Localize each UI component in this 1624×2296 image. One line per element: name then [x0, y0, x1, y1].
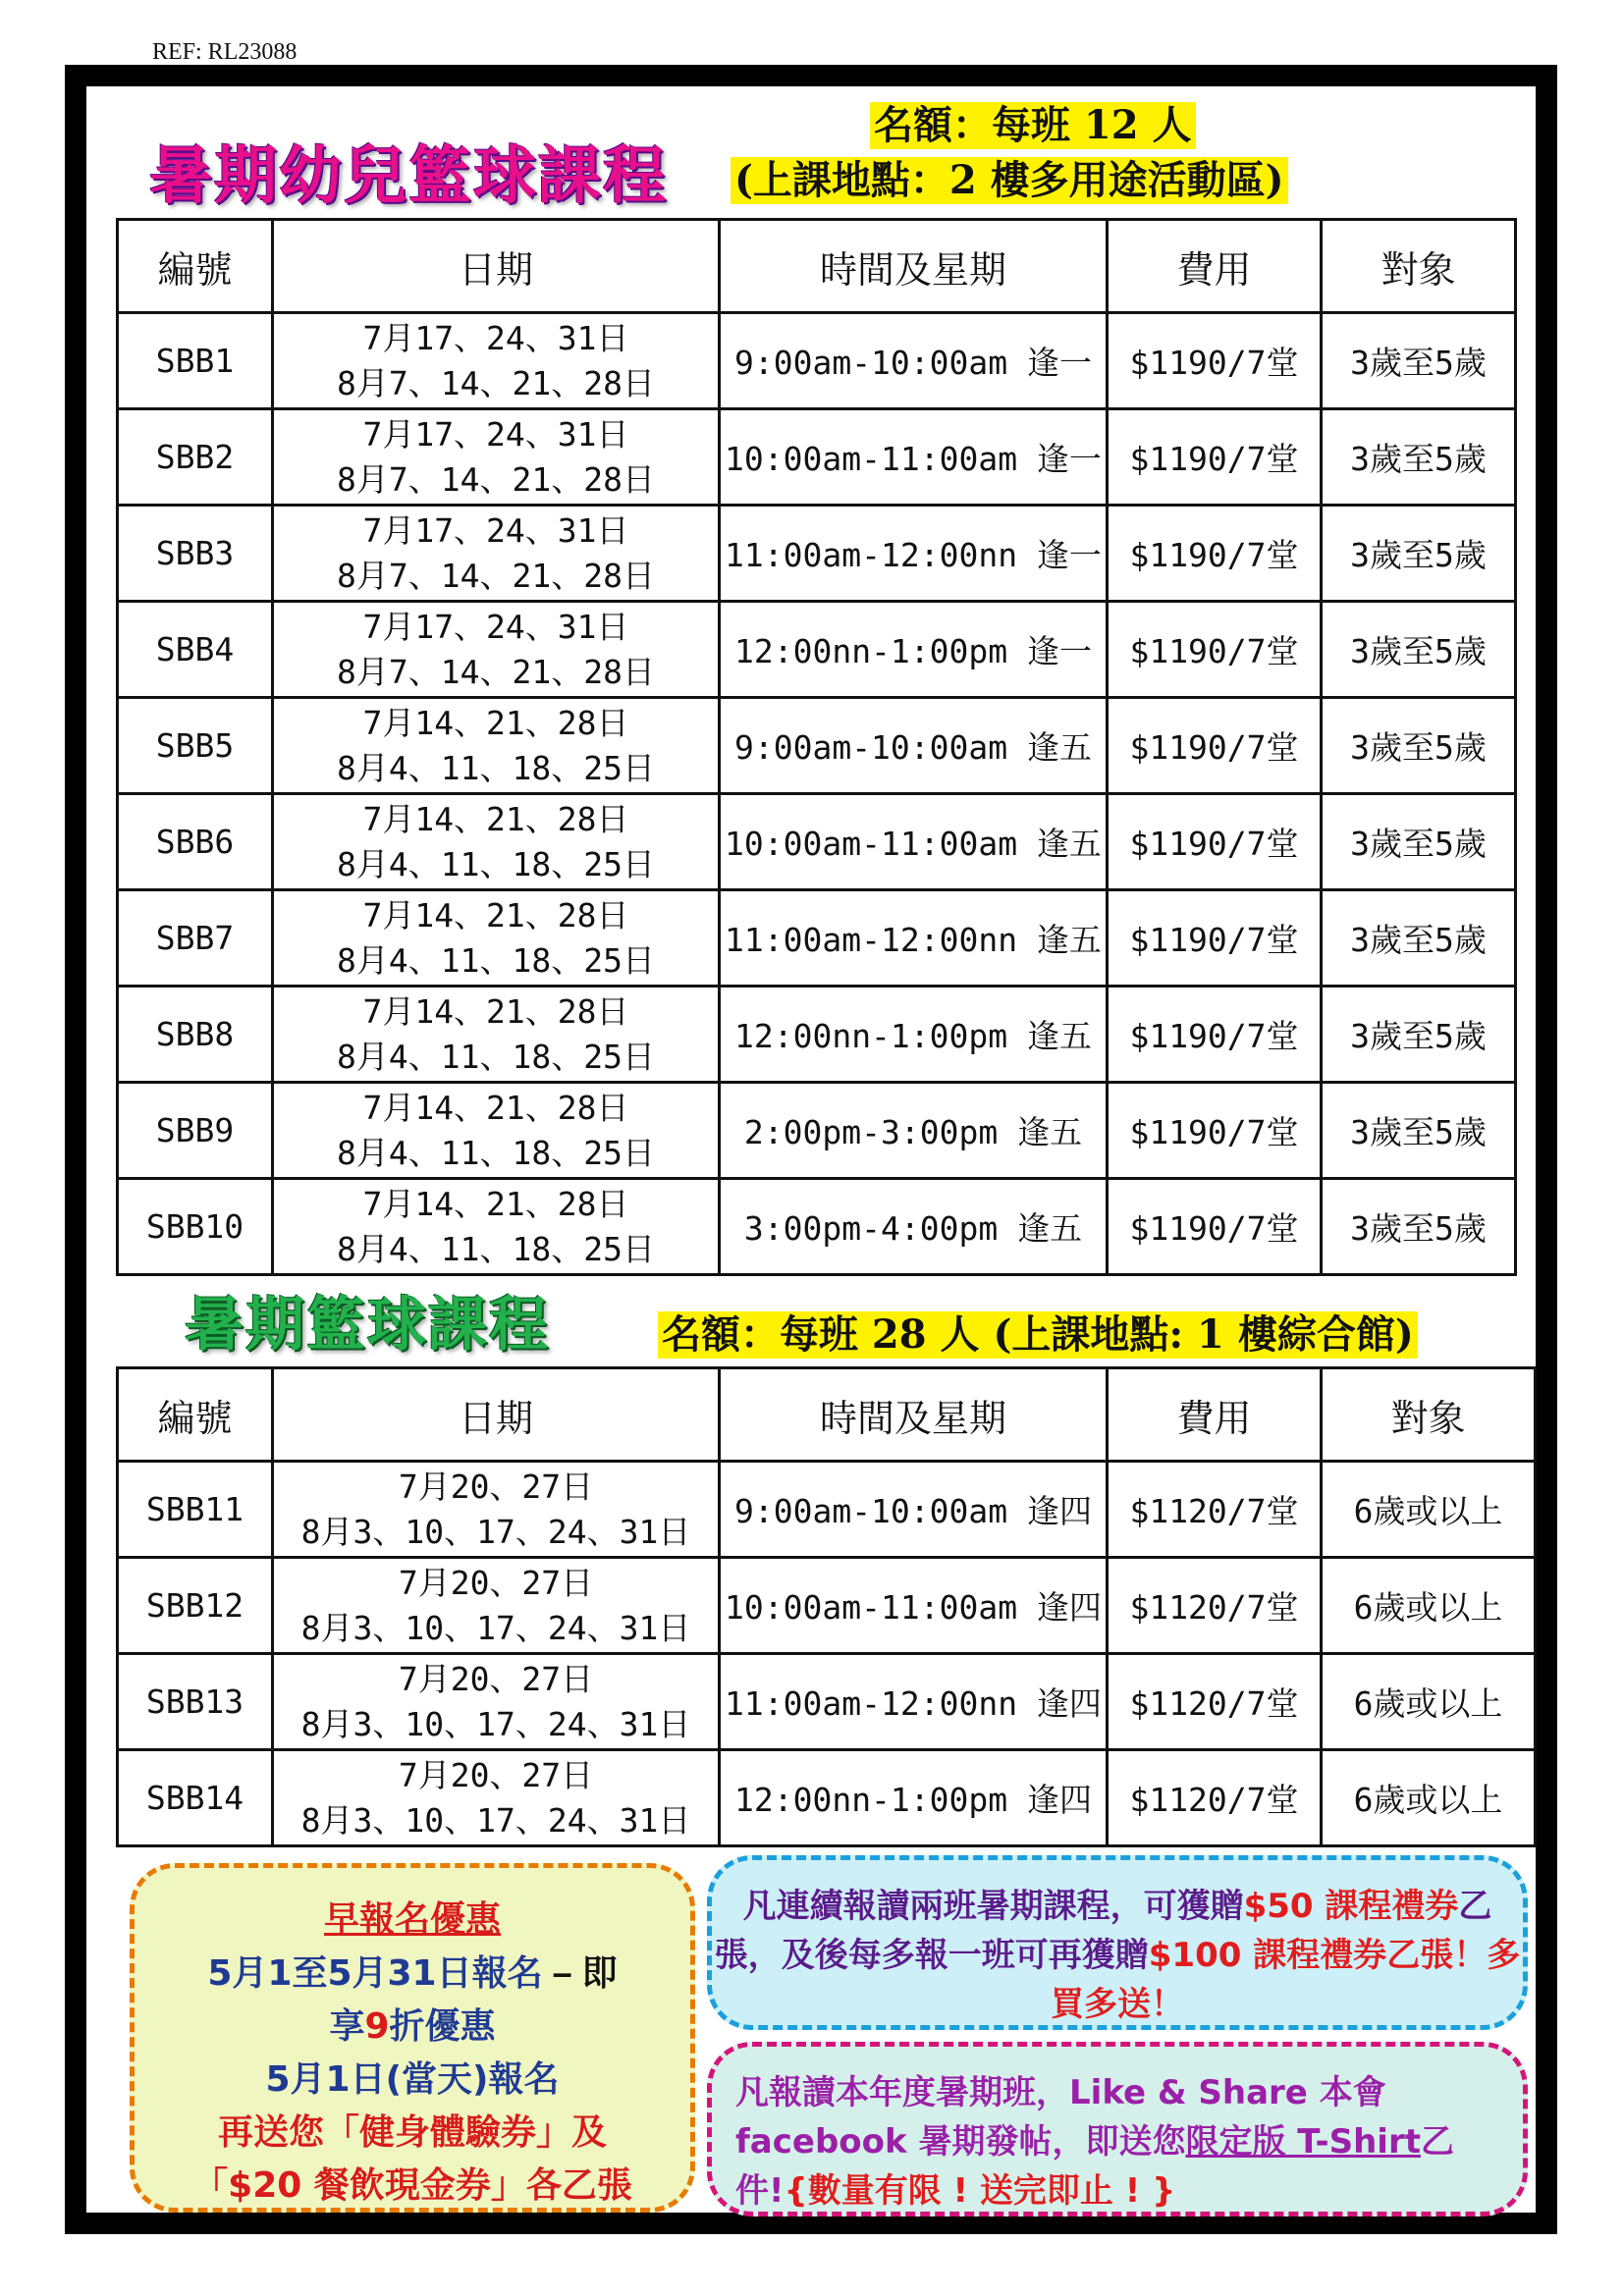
early-bird-line-1: [135, 1947, 690, 2001]
like-share-limited: {數量有限 ! 送完即止 ! }: [784, 2171, 1176, 2211]
class-target: 3歲至5歲: [1322, 313, 1516, 409]
class-dates: [273, 1750, 720, 1846]
class-target: 3歲至5歲: [1322, 506, 1516, 602]
header-fee: 費用: [1108, 220, 1322, 313]
dates-july: 7月14、21、28日: [362, 1088, 629, 1127]
header-fee: 費用: [1108, 1368, 1322, 1462]
dates-august: 8月4、11、18、25日: [337, 940, 655, 980]
class-code: SBB9: [118, 1083, 273, 1179]
table-header-row: [118, 220, 1516, 313]
class-time: 3:00pm-4:00pm 逢五: [720, 1179, 1108, 1275]
class-target: 3歲至5歲: [1322, 602, 1516, 698]
header-target: 對象: [1322, 1368, 1536, 1462]
class-dates: [273, 313, 720, 409]
like-share-tshirt: 限定版 T-Shirt: [1185, 2122, 1421, 2162]
class-code: SBB8: [118, 987, 273, 1083]
class-dates: [273, 794, 720, 890]
dates-august: 8月4、11、18、25日: [337, 844, 655, 883]
early-bird-period: 5月1至5月31日報名: [207, 1953, 543, 1994]
table-row: [118, 987, 1516, 1083]
two-class-amount-1: $50 課程禮券: [1243, 1887, 1459, 1926]
table-row: [118, 890, 1516, 987]
dates-july: 7月20、27日: [398, 1563, 594, 1602]
early-bird-heading: 早報名優惠: [323, 1899, 501, 1940]
class-fee: $1190/7堂: [1108, 987, 1322, 1083]
class-dates: [273, 1083, 720, 1179]
header-date: 日期: [273, 1368, 720, 1462]
class-target: 3歲至5歲: [1322, 890, 1516, 987]
dates-august: 8月3、10、17、24、31日: [300, 1704, 691, 1743]
class-fee: $1120/7堂: [1108, 1750, 1322, 1846]
class-time: 10:00am-11:00am 逢一: [720, 409, 1108, 506]
class-code: SBB14: [118, 1750, 273, 1846]
like-share-text-2: 乙件!: [735, 2122, 1454, 2211]
dates-july: 7月14、21、28日: [362, 1184, 629, 1223]
early-bird-discount-number: 9: [364, 2006, 390, 2047]
class-dates: [273, 506, 720, 602]
class-code: SBB13: [118, 1654, 273, 1750]
dates-august: 8月7、14、21、28日: [337, 556, 655, 595]
header-target: 對象: [1322, 220, 1516, 313]
class-time: 12:00nn-1:00pm 逢五: [720, 987, 1108, 1083]
dates-august: 8月4、11、18、25日: [337, 1133, 655, 1172]
like-share-promo: [707, 2042, 1528, 2216]
header-time: 時間及星期: [720, 220, 1108, 313]
class-target: 6歲或以上: [1322, 1558, 1536, 1654]
class-code: SBB10: [118, 1179, 273, 1275]
dates-august: 8月3、10、17、24、31日: [300, 1800, 691, 1840]
early-bird-line-4: 再送您「健身體驗券」及: [217, 2112, 607, 2153]
class-time: 12:00nn-1:00pm 逢一: [720, 602, 1108, 698]
two-class-text-3: 乙張！多買多送！: [1051, 1936, 1521, 2024]
class-time: 11:00am-12:00nn 逢一: [720, 506, 1108, 602]
class-fee: $1190/7堂: [1108, 409, 1322, 506]
class-fee: $1190/7堂: [1108, 1083, 1322, 1179]
two-class-text-1: 凡連續報讀兩班暑期課程，可獲贈: [742, 1887, 1244, 1926]
header-code: 編號: [118, 220, 273, 313]
class-time: 12:00nn-1:00pm 逢四: [720, 1750, 1108, 1846]
class-fee: $1190/7堂: [1108, 794, 1322, 890]
table-row: [118, 1179, 1516, 1275]
class-code: SBB4: [118, 602, 273, 698]
header-code: 編號: [118, 1368, 273, 1462]
class-dates: [273, 602, 720, 698]
class-fee: $1120/7堂: [1108, 1558, 1322, 1654]
early-bird-promo: [130, 1863, 695, 2213]
early-bird-discount-text: 折優惠: [389, 2006, 496, 2047]
class-dates: [273, 1654, 720, 1750]
dates-july: 7月20、27日: [398, 1659, 594, 1698]
class-time: 9:00am-10:00am 逢五: [720, 698, 1108, 794]
class-dates: [273, 987, 720, 1083]
early-bird-line-5: 「$20 餐飲現金券」各乙張: [192, 2165, 632, 2206]
dates-july: 7月17、24、31日: [362, 414, 629, 454]
class-fee: $1190/7堂: [1108, 698, 1322, 794]
class-dates: [273, 1558, 720, 1654]
class-code: SBB12: [118, 1558, 273, 1654]
two-class-text-2: 乙張，及後每多報一班可再獲贈: [714, 1887, 1492, 1975]
class-fee: $1190/7堂: [1108, 602, 1322, 698]
dates-august: 8月7、14、21、28日: [337, 652, 655, 691]
table-row: [118, 698, 1516, 794]
early-bird-line-2: [135, 2001, 690, 2054]
general-course-title: 暑期籃球課程: [185, 1291, 550, 1360]
dates-august: 8月7、14、21、28日: [337, 363, 655, 402]
class-target: 3歲至5歲: [1322, 987, 1516, 1083]
class-fee: $1120/7堂: [1108, 1654, 1322, 1750]
dates-july: 7月17、24、31日: [362, 510, 629, 550]
table-row: [118, 602, 1516, 698]
table-row: [118, 506, 1516, 602]
class-target: 6歲或以上: [1322, 1462, 1536, 1558]
class-fee: $1120/7堂: [1108, 1462, 1322, 1558]
class-dates: [273, 1462, 720, 1558]
two-class-promo: [707, 1855, 1528, 2030]
class-target: 3歲至5歲: [1322, 794, 1516, 890]
table-row: [118, 313, 1516, 409]
class-target: 6歲或以上: [1322, 1654, 1536, 1750]
class-time: 10:00am-11:00am 逢四: [720, 1558, 1108, 1654]
class-code: SBB5: [118, 698, 273, 794]
dates-august: 8月7、14、21、28日: [337, 459, 655, 499]
table-row: [118, 1654, 1536, 1750]
class-fee: $1190/7堂: [1108, 506, 1322, 602]
dates-july: 7月14、21、28日: [362, 703, 629, 742]
dates-july: 7月14、21、28日: [362, 799, 629, 838]
dates-august: 8月3、10、17、24、31日: [300, 1608, 691, 1647]
dates-july: 7月14、21、28日: [362, 895, 629, 934]
dates-august: 8月4、11、18、25日: [337, 1037, 655, 1076]
kids-schedule-table: [116, 218, 1517, 1276]
kids-venue: (上課地點：2 樓多用途活動區): [731, 157, 1288, 204]
class-time: 9:00am-10:00am 逢一: [720, 313, 1108, 409]
kids-course-title: 暑期幼兒籃球課程: [149, 140, 668, 213]
early-bird-dash: – 即: [542, 1952, 618, 1993]
dates-july: 7月17、24、31日: [362, 318, 629, 357]
dates-july: 7月17、24、31日: [362, 607, 629, 646]
class-fee: $1190/7堂: [1108, 313, 1322, 409]
dates-july: 7月20、27日: [398, 1467, 594, 1506]
table-row: [118, 1462, 1536, 1558]
class-time: 2:00pm-3:00pm 逢五: [720, 1083, 1108, 1179]
table-row: [118, 794, 1516, 890]
table-row: [118, 1558, 1536, 1654]
class-code: SBB1: [118, 313, 273, 409]
two-class-amount-2: $100 課程禮券: [1148, 1936, 1387, 1975]
class-time: 9:00am-10:00am 逢四: [720, 1462, 1108, 1558]
class-time: 10:00am-11:00am 逢五: [720, 794, 1108, 890]
class-dates: [273, 890, 720, 987]
table-row: [118, 1750, 1536, 1846]
class-code: SBB7: [118, 890, 273, 987]
class-time: 11:00am-12:00nn 逢五: [720, 890, 1108, 987]
header-date: 日期: [273, 220, 720, 313]
dates-july: 7月20、27日: [398, 1755, 594, 1794]
class-dates: [273, 409, 720, 506]
early-bird-enjoy: 享: [329, 2006, 365, 2047]
like-share-text-1: 凡報讀本年度暑期班，Like & Share 本會 facebook 暑期發帖，即送您: [735, 2073, 1386, 2162]
class-target: 3歲至5歲: [1322, 409, 1516, 506]
general-quota-venue: 名額：每班 28 人 (上課地點: 1 樓綜合館): [658, 1311, 1418, 1359]
table-row: [118, 409, 1516, 506]
class-fee: $1190/7堂: [1108, 890, 1322, 987]
class-target: 6歲或以上: [1322, 1750, 1536, 1846]
dates-august: 8月4、11、18、25日: [337, 748, 655, 787]
reference-number: REF: RL23088: [152, 39, 298, 65]
class-dates: [273, 698, 720, 794]
class-code: SBB11: [118, 1462, 273, 1558]
dates-august: 8月4、11、18、25日: [337, 1229, 655, 1268]
general-schedule-table: [116, 1366, 1537, 1847]
class-time: 11:00am-12:00nn 逢四: [720, 1654, 1108, 1750]
header-time: 時間及星期: [720, 1368, 1108, 1462]
class-code: SBB2: [118, 409, 273, 506]
table-row: [118, 1083, 1516, 1179]
dates-august: 8月3、10、17、24、31日: [300, 1512, 691, 1551]
class-fee: $1190/7堂: [1108, 1179, 1322, 1275]
kids-quota: 名額：每班 12 人: [870, 102, 1196, 149]
class-target: 3歲至5歲: [1322, 698, 1516, 794]
table-header-row: [118, 1368, 1536, 1462]
dates-july: 7月14、21、28日: [362, 991, 629, 1031]
class-target: 3歲至5歲: [1322, 1179, 1516, 1275]
class-code: SBB6: [118, 794, 273, 890]
class-code: SBB3: [118, 506, 273, 602]
class-target: 3歲至5歲: [1322, 1083, 1516, 1179]
early-bird-line-3: 5月1日(當天)報名: [265, 2059, 560, 2100]
class-dates: [273, 1179, 720, 1275]
